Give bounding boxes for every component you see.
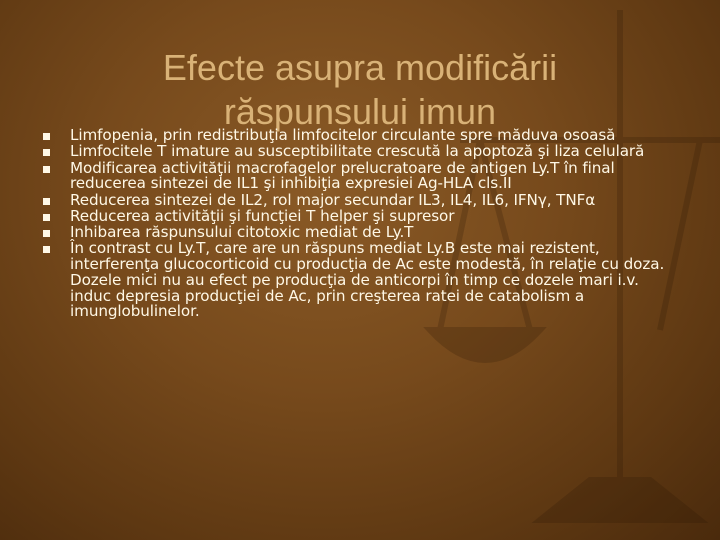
title-line-1: Efecte asupra modificării: [162, 47, 558, 89]
square-bullet-icon: [43, 198, 50, 205]
bullet-text: Limfopenia, prin redistribuţia limfocitelor circulante spre măduva osoasă: [70, 126, 616, 144]
bullet-text: În contrast cu Ly.T, care are un răspuns mediat Ly.B este mai rezistent, interferenţa glucocorticoid cu producţia de Ac este modestă, în relaţie cu doza. Dozele mici nu au efect pe producţia de anticorpi în timp ce dozele mari i.v. induc depresia producţiei de Ac, prin creşterea ratei de catabolism a imunglobulinelor.: [70, 239, 665, 321]
square-bullet-icon: [43, 133, 50, 140]
square-bullet-icon: [43, 149, 50, 156]
bullet-text: Inhibarea răspunsului citotoxic mediat de Ly.T: [70, 223, 414, 242]
bullet-list: [40, 128, 680, 321]
bullet-text: Reducerea activităţii şi funcţiei T helper şi supresor: [70, 206, 455, 225]
bullet-item: [40, 158, 680, 193]
bullet-text: Modificarea activităţii macrofagelor prelucratoare de antigen Ly.T în final reducerea sintezei de IL1 şi inhibiţia expresiei Ag-HLA cls.II: [70, 158, 615, 193]
bullet-item: [40, 241, 680, 320]
title-line-2: răspunsului imun: [223, 91, 497, 133]
bullet-text: Limfocitele T imature au susceptibilitate crescută la apoptoză şi liza celulară: [70, 142, 645, 161]
square-bullet-icon: [43, 214, 50, 221]
bullet-text: Reducerea sintezei de IL2, rol major secundar IL3, IL4, IL6, IFNγ, TNFα: [70, 190, 596, 209]
slide-title: [60, 46, 660, 134]
square-bullet-icon: [43, 230, 50, 237]
square-bullet-icon: [43, 166, 50, 173]
square-bullet-icon: [43, 246, 50, 253]
